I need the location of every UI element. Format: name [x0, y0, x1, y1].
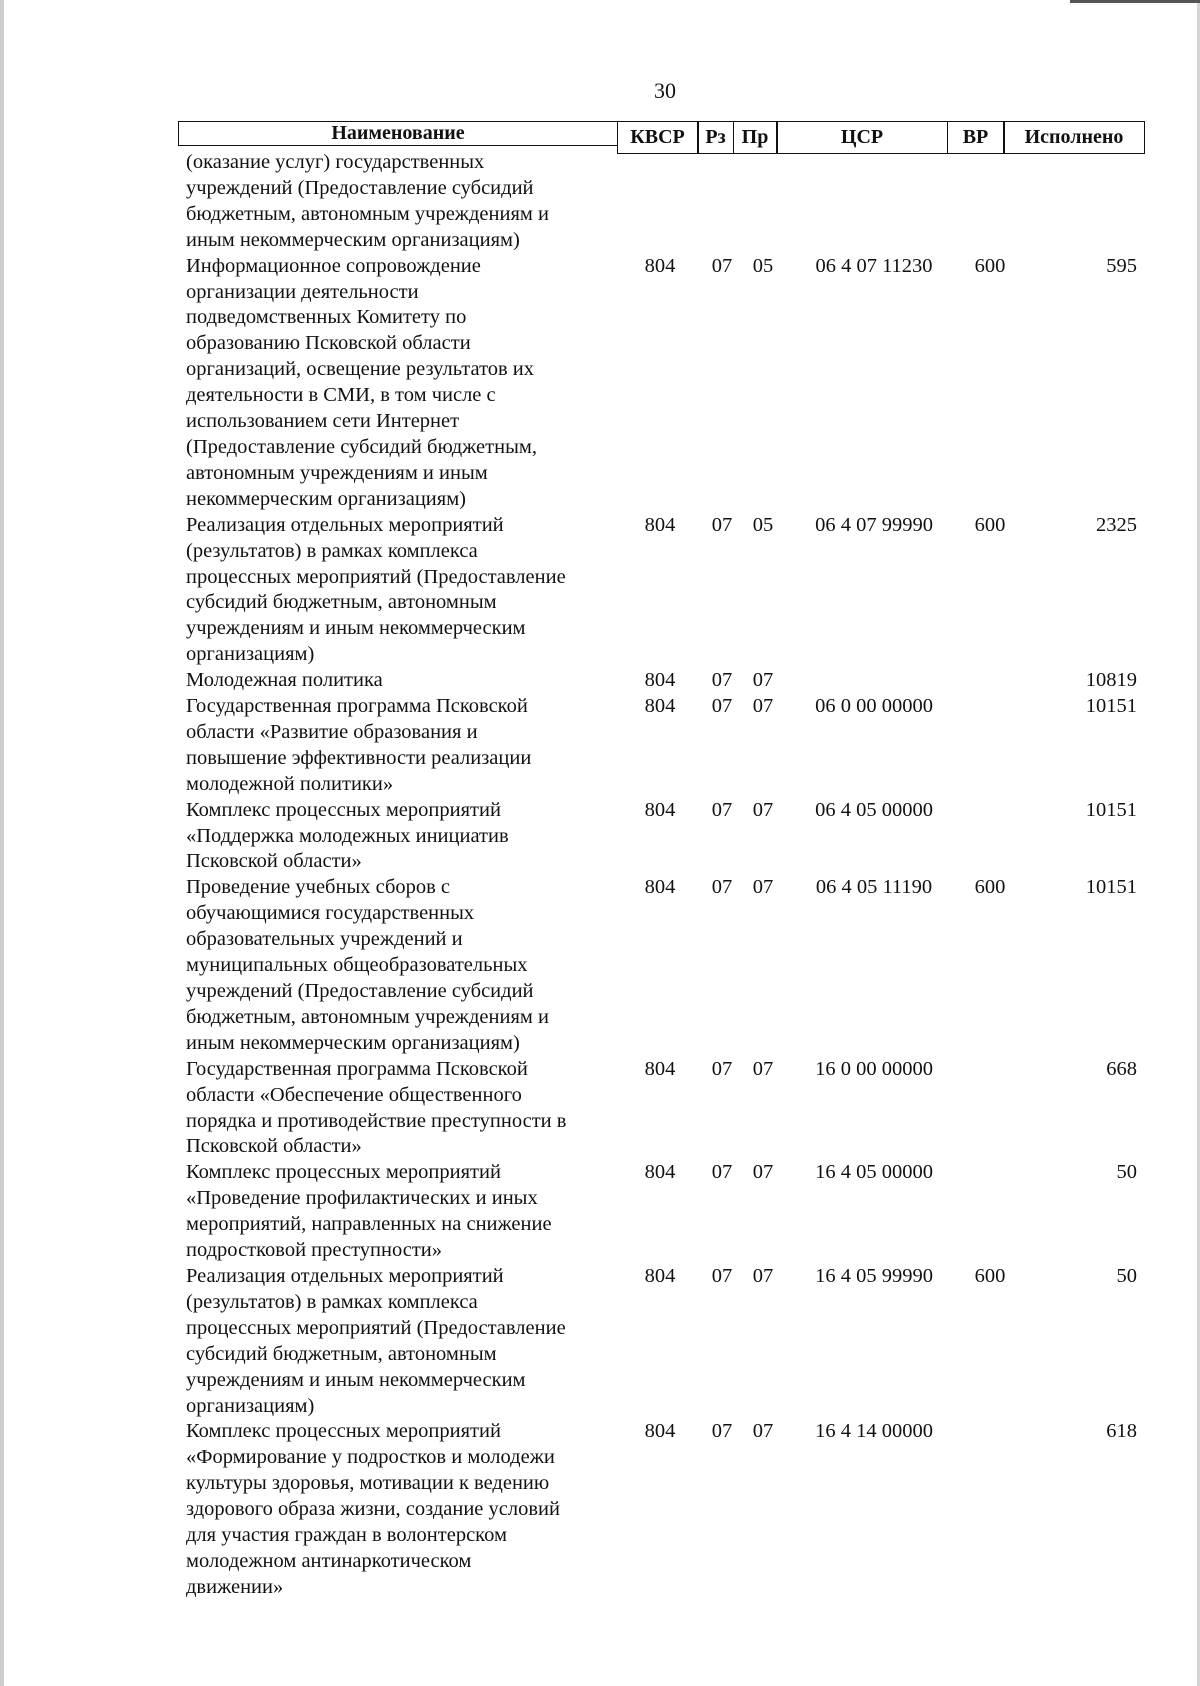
- cell-rz: 07: [711, 254, 733, 277]
- row-name-line: области «Развитие образования и: [186, 720, 478, 743]
- row-name-line: Комплекс процессных мероприятий: [186, 1420, 501, 1443]
- row-name-line: учреждениям и иным некоммерческим: [186, 1368, 526, 1391]
- row-name-line: Псковской области»: [186, 850, 362, 873]
- cell-rz: 07: [711, 876, 733, 899]
- cell-done: 10151: [1085, 876, 1137, 899]
- cell-rz: 07: [711, 1161, 733, 1184]
- table-body: [186, 150, 1146, 1601]
- cell-vr: 600: [974, 1264, 1006, 1287]
- row-name-line: культуры здоровья, мотивации к ведению: [186, 1472, 550, 1495]
- row-name-line: молодежной политики»: [186, 772, 394, 795]
- row-name-line: обучающимися государственных: [186, 902, 475, 925]
- row-name-line: процессных мероприятий (Предоставление: [186, 565, 566, 588]
- row-name: [186, 668, 616, 694]
- cell-vr: 600: [974, 513, 1006, 536]
- row-name-line: Государственная программа Псковской: [186, 695, 528, 718]
- row-name-line: учреждений (Предоставление субсидий: [186, 176, 534, 199]
- row-name: [186, 694, 616, 798]
- cell-kvsr: 804: [644, 513, 676, 536]
- table-row: [186, 1419, 1146, 1600]
- cell-csr: 06 0 00 00000: [815, 695, 933, 718]
- cell-done: 2325: [1096, 513, 1137, 536]
- row-name: [186, 798, 616, 876]
- cell-done: 618: [1106, 1420, 1137, 1443]
- table-row: [186, 150, 1146, 254]
- row-name-line: иным некоммерческим организациям): [186, 228, 520, 251]
- cell-kvsr: 804: [644, 669, 676, 692]
- row-name-line: использованием сети Интернет: [186, 410, 460, 433]
- row-name-line: Комплекс процессных мероприятий: [186, 798, 501, 821]
- cell-csr: 16 4 05 99990: [815, 1264, 933, 1287]
- row-name-line: некоммерческим организациям): [186, 487, 466, 510]
- header-rz: Рз: [697, 121, 734, 154]
- cell-pr: 07: [752, 1264, 774, 1287]
- cell-csr: 06 4 07 11230: [815, 254, 933, 277]
- table-row: [186, 1160, 1146, 1264]
- row-name-line: Государственная программа Псковской: [186, 1057, 528, 1080]
- header-done: Исполнено: [1003, 121, 1145, 154]
- row-name-line: бюджетным, автономным учреждениям и: [186, 1005, 549, 1028]
- cell-csr: [788, 668, 960, 694]
- cell-csr: 06 4 05 00000: [815, 798, 933, 821]
- row-name-line: Псковской области»: [186, 1135, 362, 1158]
- row-name-line: Реализация отдельных мероприятий: [186, 1264, 504, 1287]
- cell-csr: 16 4 14 00000: [815, 1420, 933, 1443]
- row-name-line: организациям): [186, 1394, 315, 1417]
- row-name-line: процессных мероприятий (Предоставление: [186, 1316, 566, 1339]
- row-name-line: образовательных учреждений и: [186, 928, 463, 951]
- header-name: Наименование: [178, 121, 618, 146]
- cell-pr: 07: [752, 876, 774, 899]
- row-name-line: организаций, освещение результатов их: [186, 358, 535, 381]
- row-name-line: движении»: [186, 1575, 284, 1598]
- row-name-line: здорового образа жизни, создание условий: [186, 1498, 560, 1521]
- row-name-line: для участия граждан в волонтерском: [186, 1524, 507, 1547]
- scan-edge-left: [0, 0, 4, 1686]
- cell-vr: [960, 1419, 1020, 1600]
- row-name-line: субсидий бюджетным, автономным: [186, 591, 497, 614]
- table-row: [186, 513, 1146, 668]
- cell-rz: 07: [711, 695, 733, 718]
- cell-rz: 07: [711, 669, 733, 692]
- cell-vr: [960, 798, 1020, 876]
- cell-kvsr: [630, 150, 690, 254]
- cell-vr: [960, 668, 1020, 694]
- table-row: [186, 1264, 1146, 1419]
- cell-vr: [960, 150, 1020, 254]
- row-name-line: муниципальных общеобразовательных: [186, 954, 528, 977]
- scan-edge-top: [1070, 0, 1200, 3]
- header-csr: ЦСР: [776, 121, 948, 154]
- row-name-line: Информационное сопровождение: [186, 254, 481, 277]
- table-row: [186, 875, 1146, 1056]
- cell-done: 50: [1116, 1264, 1137, 1287]
- row-name-line: (Предоставление субсидий бюджетным,: [186, 435, 537, 458]
- row-name-line: образованию Псковской области: [186, 332, 471, 355]
- cell-vr: [960, 1160, 1020, 1264]
- cell-vr: 600: [974, 254, 1006, 277]
- row-name-line: иным некоммерческим организациям): [186, 1031, 520, 1054]
- cell-rz: [702, 150, 742, 254]
- row-name: [186, 875, 616, 1056]
- row-name-line: организациям): [186, 643, 315, 666]
- row-name-line: мероприятий, направленных на снижение: [186, 1213, 552, 1236]
- row-name-line: молодежном антинаркотическом: [186, 1549, 472, 1572]
- row-name-line: Реализация отдельных мероприятий: [186, 513, 504, 536]
- row-name-line: учреждений (Предоставление субсидий: [186, 980, 534, 1002]
- cell-kvsr: 804: [644, 1420, 676, 1443]
- row-name-line: учреждениям и иным некоммерческим: [186, 617, 526, 640]
- row-name-line: подростковой преступности»: [186, 1239, 443, 1262]
- cell-pr: 07: [752, 798, 774, 821]
- cell-pr: 07: [752, 1420, 774, 1443]
- header-pr: Пр: [733, 121, 778, 154]
- table-row: [186, 798, 1146, 876]
- cell-done: [1020, 150, 1137, 254]
- row-name-line: Молодежная политика: [186, 669, 383, 692]
- cell-vr: 600: [974, 876, 1006, 899]
- cell-pr: [742, 150, 784, 254]
- row-name: [186, 1160, 616, 1264]
- row-name-line: автономным учреждениям и иным: [186, 461, 488, 484]
- row-name-line: Комплекс процессных мероприятий: [186, 1161, 501, 1184]
- row-name-line: области «Обеспечение общественного: [186, 1083, 522, 1106]
- cell-pr: 07: [752, 1161, 774, 1184]
- cell-kvsr: 804: [644, 876, 676, 899]
- row-name: [186, 1419, 616, 1600]
- row-name-line: деятельности в СМИ, в том числе с: [186, 384, 496, 407]
- cell-rz: 07: [711, 1057, 733, 1080]
- cell-done: 10819: [1085, 669, 1137, 692]
- row-name: [186, 254, 616, 513]
- cell-kvsr: 804: [644, 1057, 676, 1080]
- header-vr: ВР: [947, 121, 1005, 154]
- row-name-line: субсидий бюджетным, автономным: [186, 1342, 497, 1365]
- cell-done: 10151: [1085, 798, 1137, 821]
- row-name-line: организации деятельности: [186, 280, 419, 303]
- row-name: [186, 513, 616, 668]
- row-name-line: повышение эффективности реализации: [186, 746, 532, 769]
- cell-done: 50: [1116, 1161, 1137, 1184]
- cell-pr: 05: [752, 254, 774, 277]
- row-name: [186, 1057, 616, 1161]
- row-name-line: (оказание услуг) государственных: [186, 151, 485, 173]
- row-name-line: (результатов) в рамках комплекса: [186, 1290, 478, 1313]
- header-kvsr: КВСР: [617, 121, 699, 154]
- cell-csr: 06 4 07 99990: [815, 513, 933, 536]
- row-name: [186, 1264, 616, 1419]
- cell-kvsr: 804: [644, 1161, 676, 1184]
- cell-csr: [788, 150, 960, 254]
- row-name-line: порядка и противодействие преступности в: [186, 1109, 567, 1132]
- cell-done: 668: [1106, 1057, 1137, 1080]
- cell-vr: [960, 694, 1020, 798]
- table-row: [186, 254, 1146, 513]
- cell-pr: 07: [752, 695, 774, 718]
- cell-pr: 07: [752, 1057, 774, 1080]
- cell-kvsr: 804: [644, 1264, 676, 1287]
- row-name-line: «Формирование у подростков и молодежи: [186, 1446, 555, 1469]
- cell-csr: 06 4 05 11190: [815, 876, 933, 899]
- row-name-line: (результатов) в рамках комплекса: [186, 539, 478, 562]
- row-name-line: «Поддержка молодежных инициатив: [186, 824, 509, 847]
- cell-pr: 05: [752, 513, 774, 536]
- cell-rz: 07: [711, 1264, 733, 1287]
- cell-csr: 16 4 05 00000: [815, 1161, 933, 1184]
- row-name-line: подведомственных Комитету по: [186, 306, 467, 329]
- cell-kvsr: 804: [644, 695, 676, 718]
- cell-done: 595: [1106, 254, 1137, 277]
- cell-csr: 16 0 00 00000: [815, 1057, 933, 1080]
- cell-done: 10151: [1085, 695, 1137, 718]
- table-row: [186, 668, 1146, 694]
- cell-rz: 07: [711, 513, 733, 536]
- cell-kvsr: 804: [644, 254, 676, 277]
- page-number: 30: [654, 78, 676, 103]
- table-row: [186, 694, 1146, 798]
- table-row: [186, 1057, 1146, 1161]
- row-name-line: Проведение учебных сборов с: [186, 876, 451, 899]
- row-name: [186, 150, 616, 254]
- cell-vr: [960, 1057, 1020, 1161]
- cell-rz: 07: [711, 1420, 733, 1443]
- row-name-line: бюджетным, автономным учреждениям и: [186, 202, 549, 225]
- row-name-line: «Проведение профилактических и иных: [186, 1187, 538, 1210]
- cell-kvsr: 804: [644, 798, 676, 821]
- cell-rz: 07: [711, 798, 733, 821]
- cell-pr: 07: [752, 669, 774, 692]
